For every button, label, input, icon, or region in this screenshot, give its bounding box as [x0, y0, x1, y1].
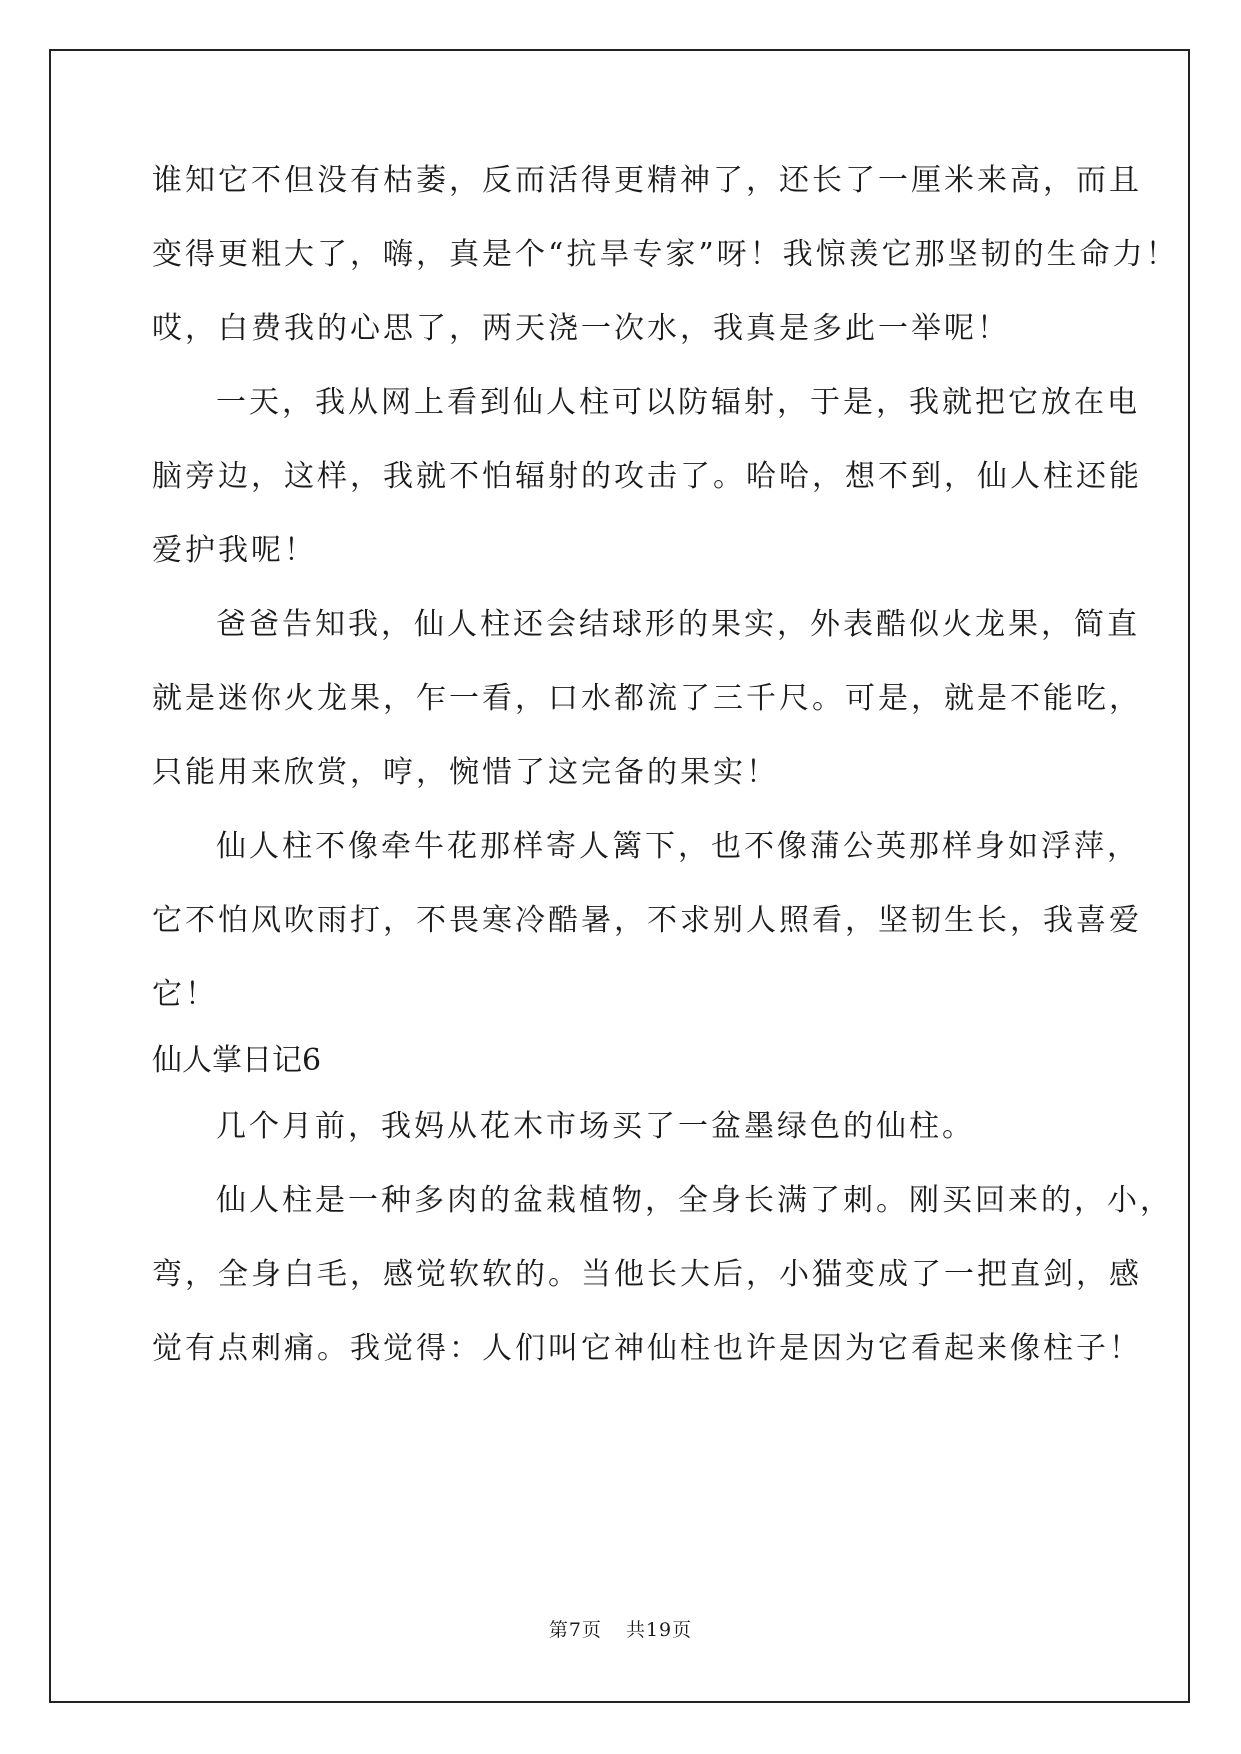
page-border	[49, 49, 1190, 1703]
text-line: 就是迷你火龙果，乍一看，口水都流了三千尺。可是，就是不能吃，	[152, 681, 1142, 716]
text-line: 哎，白费我的心思了，两天浇一次水，我真是多此一举呢！	[152, 311, 1010, 346]
text-line: 弯，全身白毛，感觉软软的。当他长大后，小猫变成了一把直剑，感	[152, 1257, 1142, 1292]
text-line: 谁知它不但没有枯萎，反而活得更精神了，还长了一厘米来高，而且	[152, 163, 1142, 198]
page-total: 共19页	[625, 1619, 693, 1641]
text-line: 只能用来欣赏，哼，惋惜了这完备的果实！	[152, 755, 779, 790]
page-number: 第7页	[548, 1619, 602, 1641]
paragraph-first-line: 几个月前，我妈从花木市场买了一盆墨绿色的仙柱。	[216, 1109, 975, 1144]
text-line: 变得更粗大了，嗨，真是个“抗旱专家”呀！我惊羡它那坚韧的生命力！	[152, 237, 1179, 272]
paragraph-first-line: 爸爸告知我，仙人柱还会结球形的果实，外表酷似火龙果，简直	[216, 607, 1140, 642]
paragraph-first-line: 仙人柱是一种多肉的盆栽植物，全身长满了刺。刚买回来的，小，	[216, 1183, 1173, 1218]
paragraph-first-line: 仙人柱不像牵牛花那样寄人篱下，也不像蒲公英那样身如浮萍，	[216, 829, 1140, 864]
text-line: 脑旁边，这样，我就不怕辐射的攻击了。哈哈，想不到，仙人柱还能	[152, 459, 1142, 494]
text-line: 它！	[152, 977, 218, 1012]
text-line: 觉有点刺痛。我觉得：人们叫它神仙柱也许是因为它看起来像柱子！	[152, 1331, 1142, 1366]
text-line: 它不怕风吹雨打，不畏寒冷酷暑，不求别人照看，坚韧生长，我喜爱	[152, 903, 1142, 938]
section-heading: 仙人掌日记6	[152, 1043, 322, 1078]
page-footer	[0, 1617, 1241, 1643]
paragraph-first-line: 一天，我从网上看到仙人柱可以防辐射，于是，我就把它放在电	[216, 385, 1140, 420]
text-line: 爱护我呢！	[152, 533, 317, 568]
